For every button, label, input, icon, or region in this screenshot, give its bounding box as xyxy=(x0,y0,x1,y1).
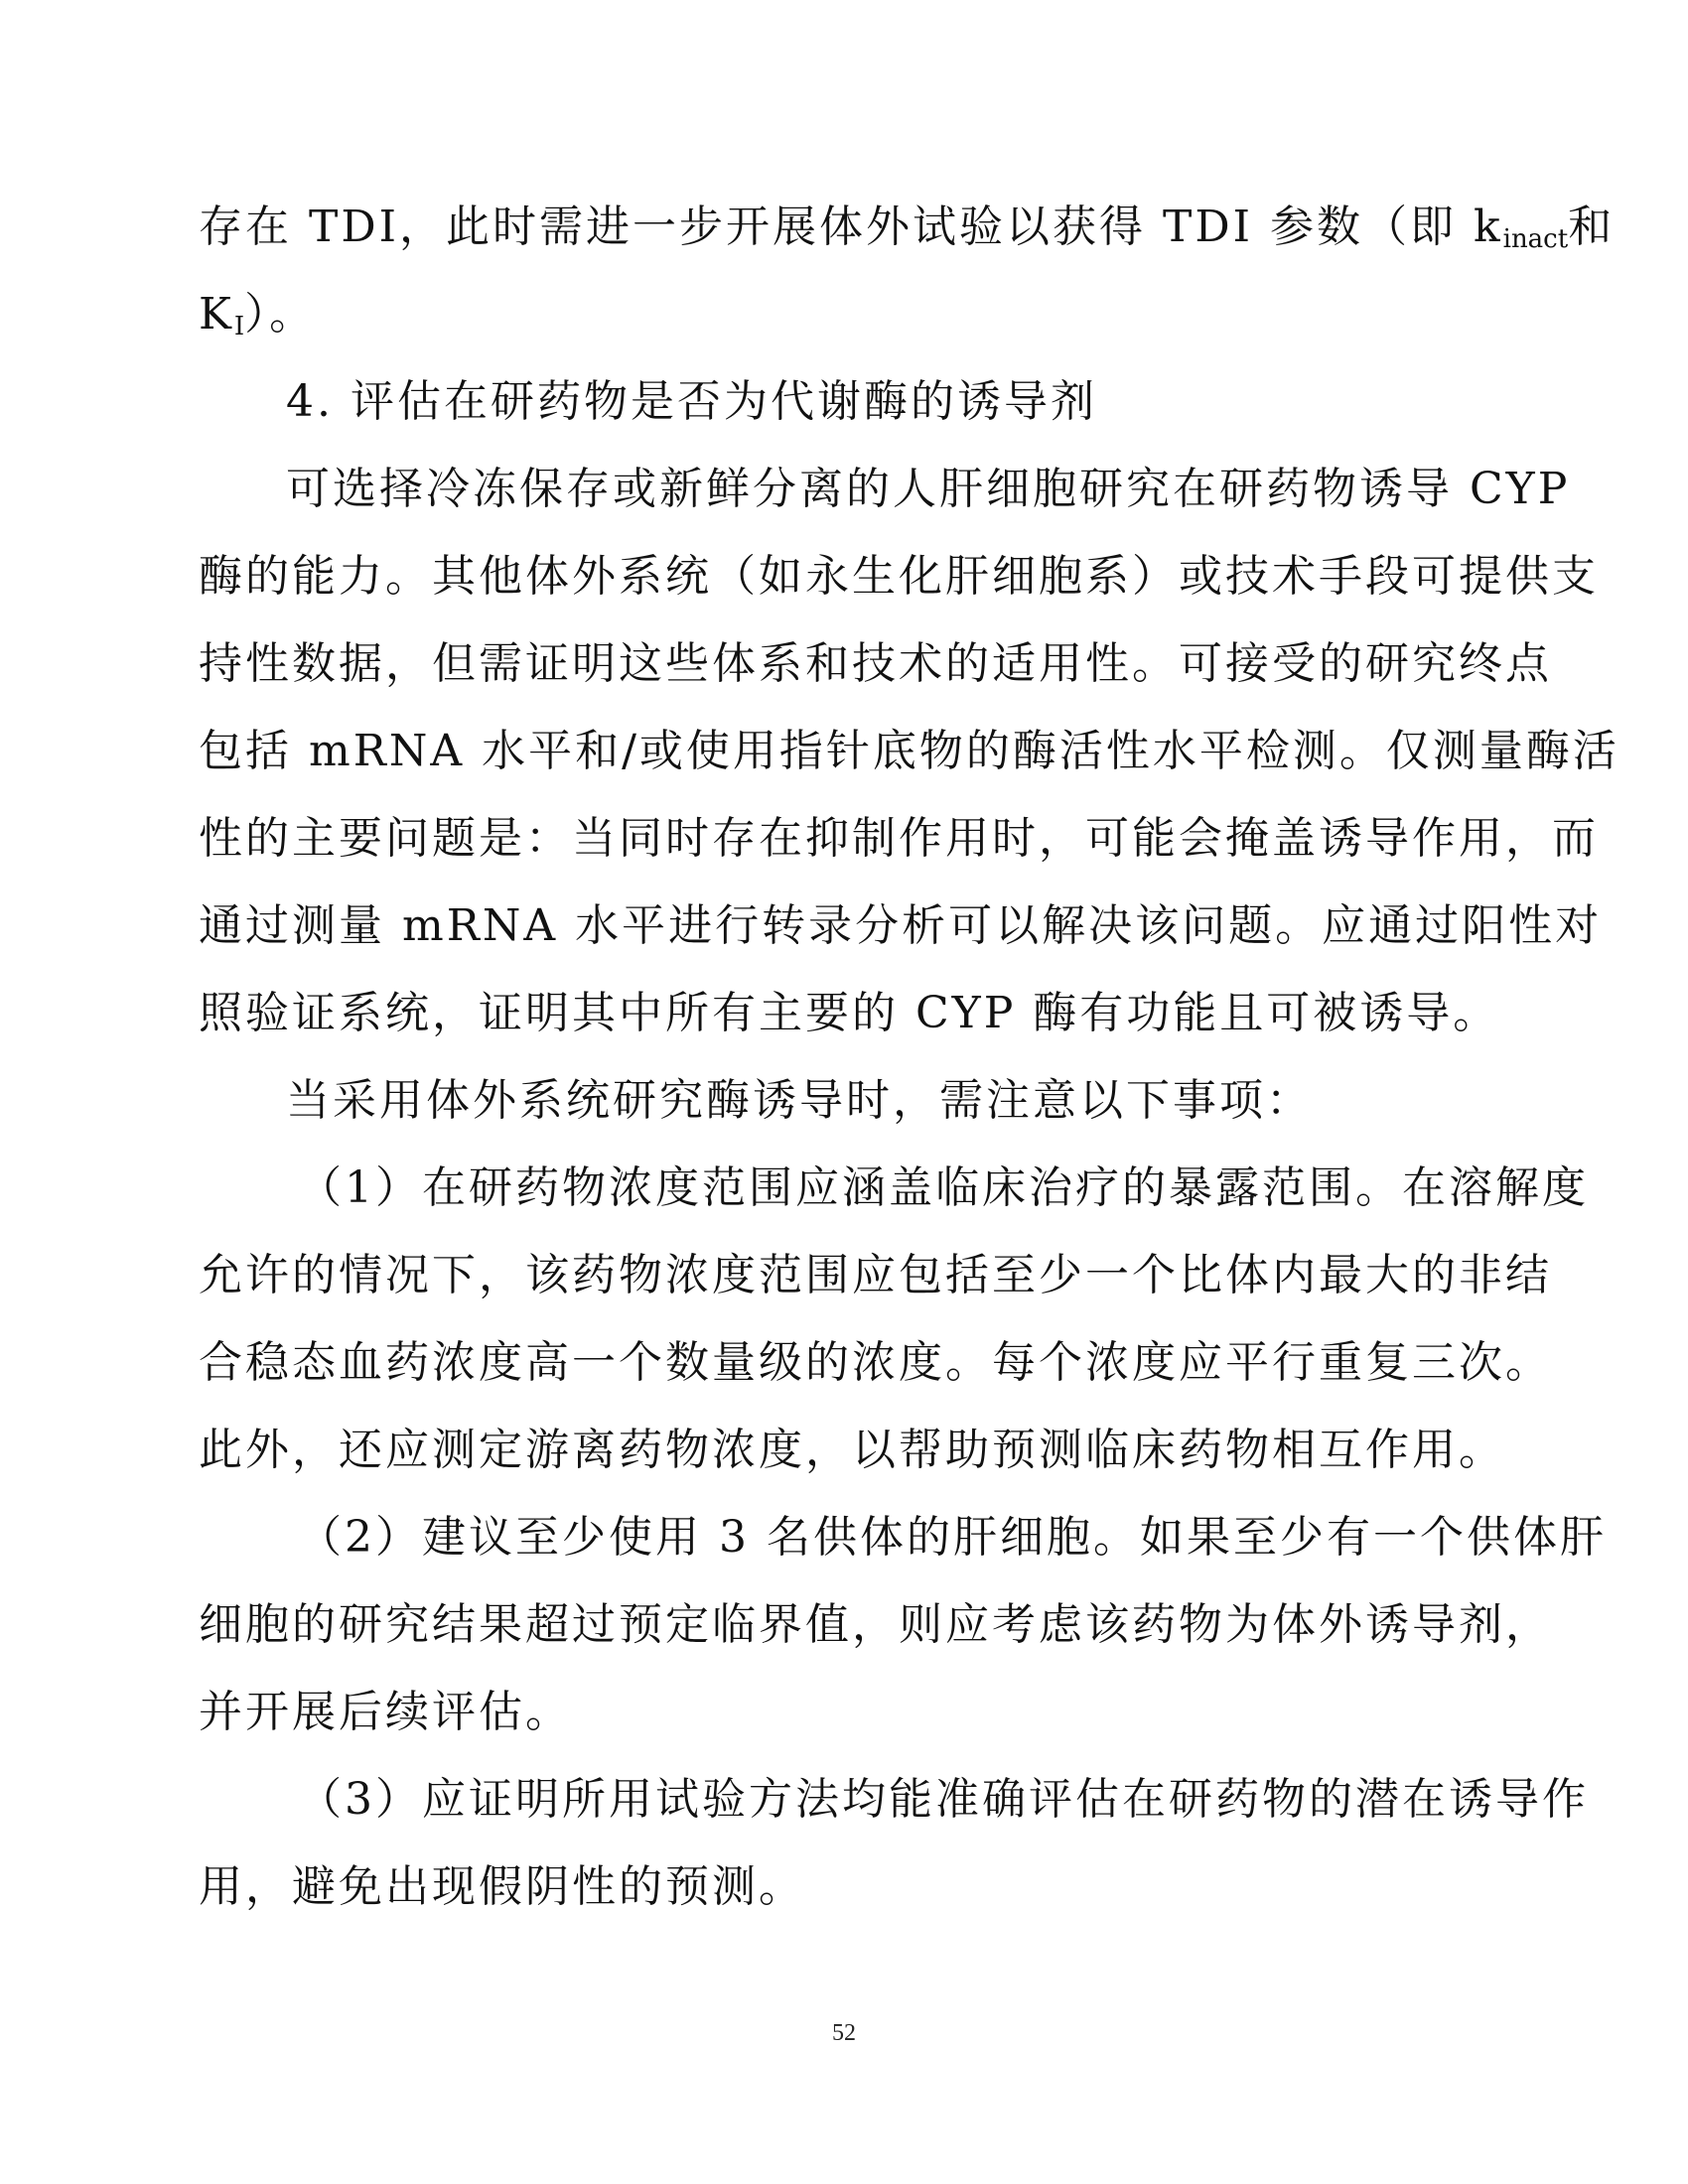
paragraph-line xyxy=(199,184,1616,271)
text-run: K xyxy=(199,289,234,340)
text-run: ）。 xyxy=(244,289,317,340)
page-number: 52 xyxy=(832,2020,856,2046)
paragraph-line: 照验证系统，证明其中所有主要的 CYP 酶有功能且可被诱导。 xyxy=(199,988,1500,1038)
subscript: I xyxy=(233,312,245,341)
list-item-line: 合稳态血药浓度高一个数量级的浓度。每个浓度应平行重复三次。 xyxy=(199,1337,1552,1388)
subscript: inact xyxy=(1502,224,1569,254)
paragraph-line: 持性数据，但需证明这些体系和技术的适用性。可接受的研究终点 xyxy=(199,638,1552,689)
list-item-line: （2）建议至少使用 3 名供体的肝细胞。如果至少有一个供体肝 xyxy=(298,1512,1607,1563)
list-item-line: 细胞的研究结果超过预定临界值，则应考虑该药物为体外诱导剂， xyxy=(199,1599,1552,1650)
document-body xyxy=(199,184,1619,1931)
list-item-line: （3）应证明所用试验方法均能准确评估在研药物的潜在诱导作 xyxy=(298,1774,1589,1825)
list-item-line: 允许的情况下，该药物浓度范围应包括至少一个比体内最大的非结 xyxy=(199,1250,1552,1300)
list-item-line: 并开展后续评估。 xyxy=(199,1687,572,1737)
list-item-line: 用，避免出现假阴性的预测。 xyxy=(199,1861,805,1912)
paragraph-line: 性的主要问题是：当同时存在抑制作用时，可能会掩盖诱导作用，而 xyxy=(199,813,1599,864)
list-item-line: （1）在研药物浓度范围应涵盖临床治疗的暴露范围。在溶解度 xyxy=(298,1162,1589,1213)
text-run: 存在 TDI，此时需进一步开展体外试验以获得 TDI 参数（即 k xyxy=(199,202,1503,252)
list-item-line: 此外，还应测定游离药物浓度，以帮助预测临床药物相互作用。 xyxy=(199,1425,1505,1475)
paragraph-line: 包括 mRNA 水平和/或使用指针底物的酶活性水平检测。仅测量酶活 xyxy=(199,726,1619,776)
section-heading: 4. 评估在研药物是否为代谢酶的诱导剂 xyxy=(286,376,1097,427)
paragraph-line: 通过测量 mRNA 水平进行转录分析可以解决该问题。应通过阳性对 xyxy=(199,900,1603,951)
text-run: 和 xyxy=(1568,202,1616,252)
paragraph-line: 当采用体外系统研究酶诱导时，需注意以下事项： xyxy=(286,1075,1313,1126)
paragraph-line xyxy=(199,271,1489,358)
paragraph-line: 酶的能力。其他体外系统（如永生化肝细胞系）或技术手段可提供支 xyxy=(199,551,1599,602)
paragraph-line: 可选择冷冻保存或新鲜分离的人肝细胞研究在研药物诱导 CYP xyxy=(286,464,1571,514)
